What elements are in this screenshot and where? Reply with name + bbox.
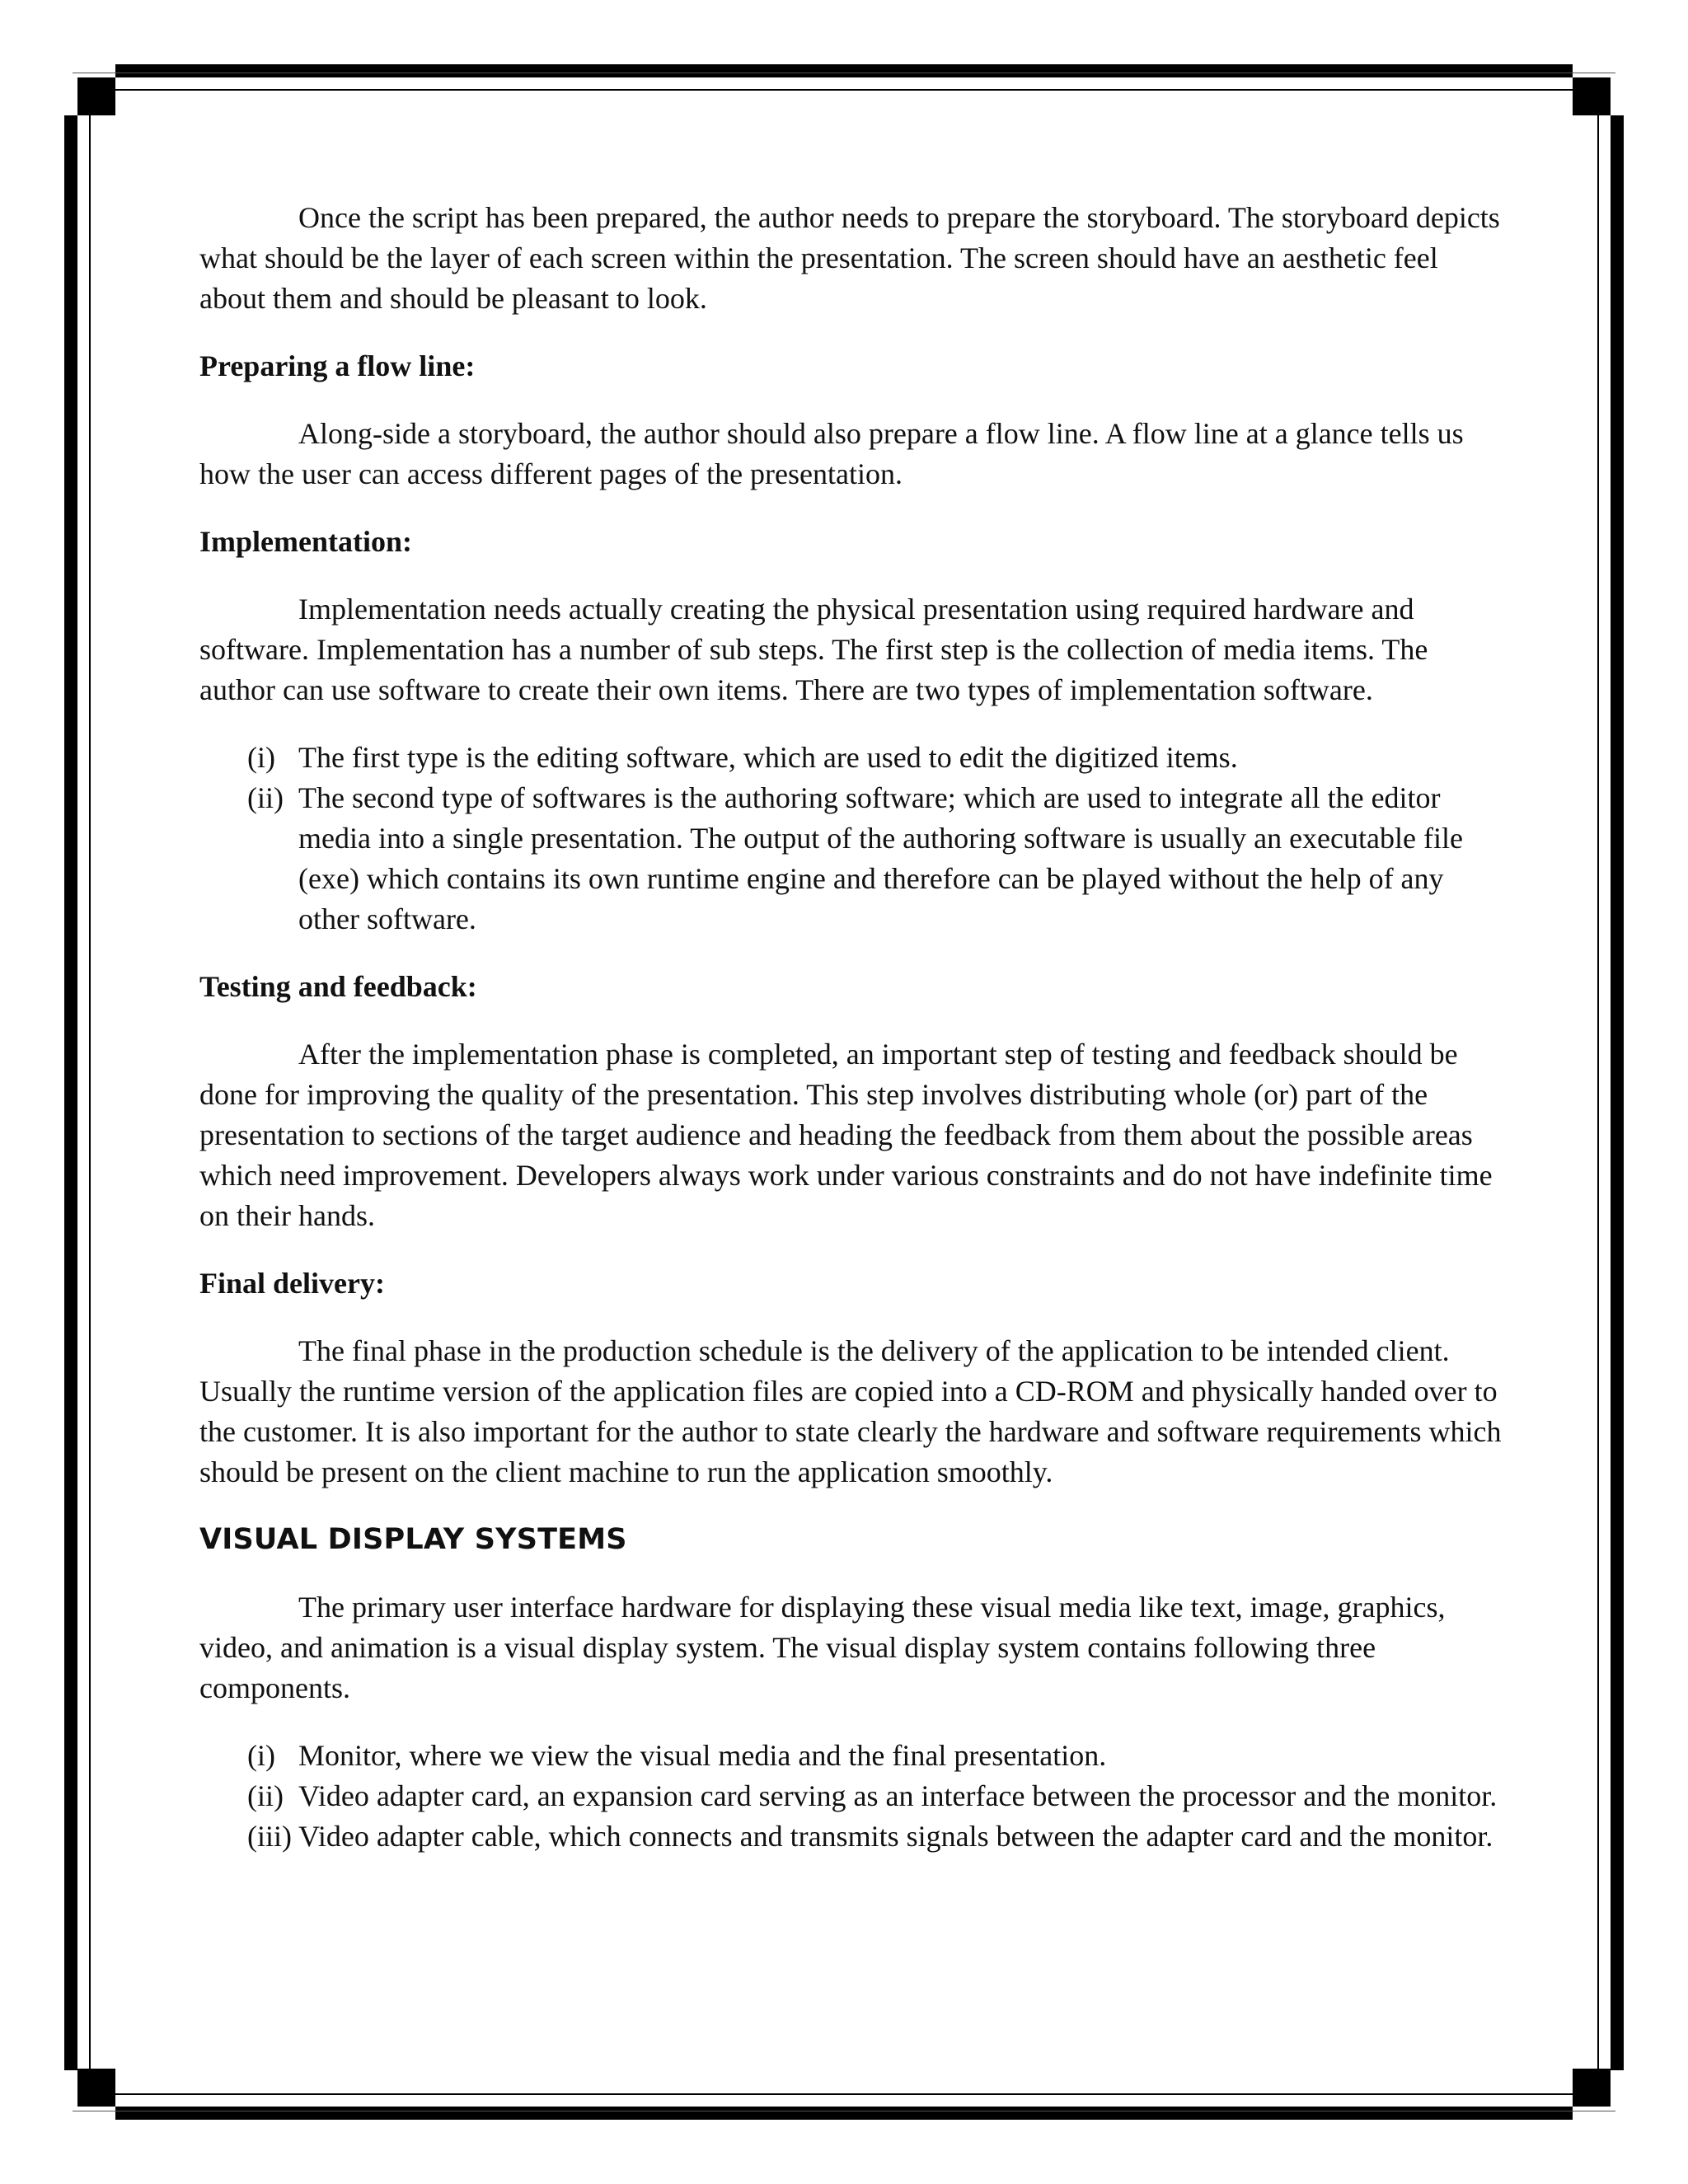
heading-flow-line: Preparing a flow line: <box>199 349 476 382</box>
list-item-text: Video adapter card, an expansion card serving as an interface between the processor and the monitor. <box>298 1779 1498 1812</box>
heading-final-delivery: Final delivery: <box>199 1267 385 1300</box>
list-marker: (i) <box>247 1739 275 1772</box>
document-body <box>199 198 1502 1884</box>
paragraph-visual-display: The primary user interface hardware for displaying these visual media like text, image, graphics, video, and animation is a visual display system. The visual display system contains following three components. <box>199 1591 1446 1704</box>
list-item <box>199 1776 1502 1816</box>
list-item <box>199 1736 1502 1776</box>
list-item-text: The second type of softwares is the authoring software; which are used to integrate all the editor media into a single presentation. The output of the authoring software is usually an executable file (exe) which contains its own runtime engine and therefore can be played without the help of any other software. <box>298 781 1463 935</box>
paragraph-storyboard: Once the script has been prepared, the author needs to prepare the storyboard. The storyboard depicts what should be the layer of each screen within the presentation. The screen should have an aesthetic feel about them and should be pleasant to look. <box>199 201 1500 315</box>
list-item <box>199 1816 1502 1857</box>
paragraph-testing-feedback: After the implementation phase is completed, an important step of testing and feedback should be done for improving the quality of the presentation. This step involves distributing whole (or) part of the presentation to sections of the target audience and heading the feedback from them about the possible areas which need improvement. Developers always work under various constraints and do not have indefinite time on their hands. <box>199 1038 1493 1232</box>
paragraph-implementation: Implementation needs actually creating the physical presentation using required hardware and software. Implementation has a number of sub steps. The first step is the collection of media items. The author can use software to create their own items. There are two types of implementation software. <box>199 593 1428 706</box>
list-marker: (iii) <box>247 1820 292 1853</box>
list-item-text: Monitor, where we view the visual media and the final presentation. <box>298 1739 1107 1772</box>
paragraph-flow-line: Along-side a storyboard, the author should also prepare a flow line. A flow line at a glance tells us how the user can access different pages of the presentation. <box>199 417 1464 490</box>
implementation-software-list <box>199 738 1502 940</box>
section-heading-visual-display: VISUAL DISPLAY SYSTEMS <box>199 1523 627 1556</box>
list-marker: (ii) <box>247 1779 284 1812</box>
list-item-text: Video adapter cable, which connects and transmits signals between the adapter card and the monitor. <box>298 1820 1493 1853</box>
list-marker: (i) <box>247 741 275 774</box>
list-item <box>199 738 1502 778</box>
list-item <box>199 778 1502 940</box>
paragraph-final-delivery: The final phase in the production schedule is the delivery of the application to be intended client. Usually the runtime version of the application files are copied into a CD-ROM and physically handed over to the customer. It is also important for the author to state clearly the hardware and software requirements which should be present on the client machine to run the application smoothly. <box>199 1334 1502 1488</box>
list-item-text: The first type is the editing software, which are used to edit the digitized items. <box>298 741 1238 774</box>
list-marker: (ii) <box>247 781 284 814</box>
visual-display-components-list <box>199 1736 1502 1857</box>
heading-implementation: Implementation: <box>199 525 412 558</box>
heading-testing-feedback: Testing and feedback: <box>199 970 477 1003</box>
